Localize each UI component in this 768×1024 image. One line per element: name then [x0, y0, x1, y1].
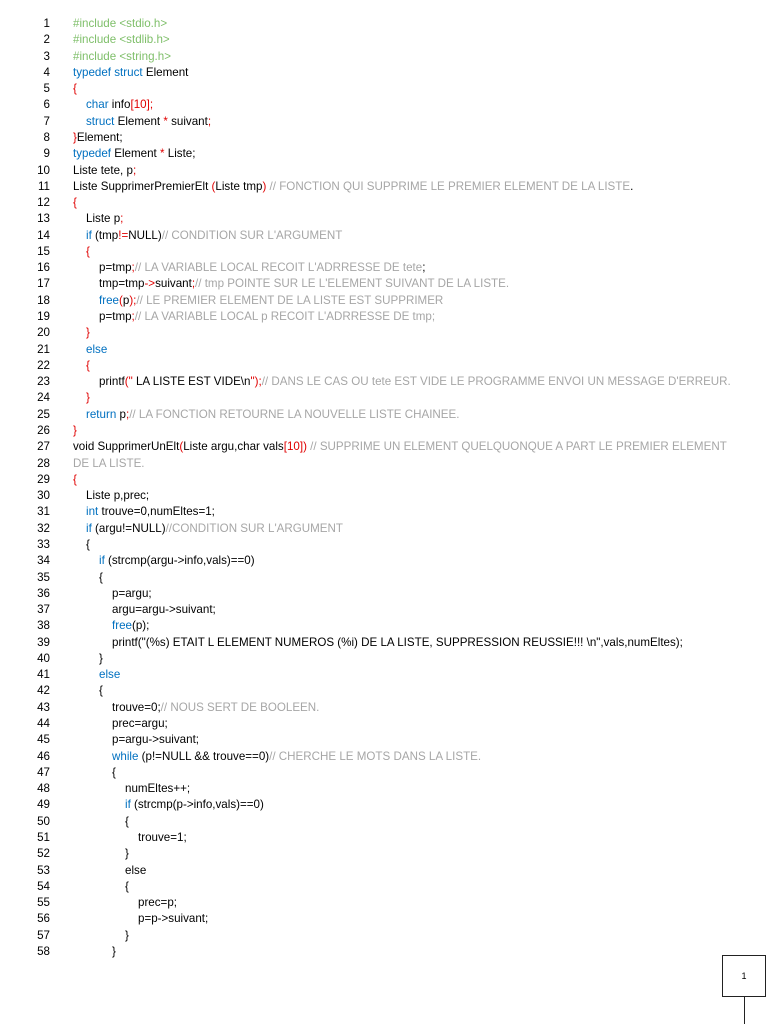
code-token: { [112, 765, 116, 779]
line-number: 17 [37, 277, 50, 291]
code-line [0, 439, 768, 455]
code-line [0, 16, 768, 32]
code-token: ( [211, 179, 216, 193]
code-token: suivant [167, 114, 208, 128]
code-token: else [86, 342, 108, 356]
code-token: Liste p [86, 212, 121, 226]
code-line [0, 456, 768, 472]
code-token: NULL) [128, 228, 162, 242]
line-number: 58 [37, 944, 50, 958]
code-line [0, 65, 768, 81]
code-token: typedef [73, 147, 112, 161]
code-token: free [99, 293, 119, 307]
code-token: p=tmp [99, 310, 132, 324]
line-number: 52 [37, 847, 50, 861]
code-line [0, 309, 768, 325]
code-token: Liste argu,char vals [183, 440, 284, 454]
code-token: // DANS LE CAS OU tete EST VIDE LE PROGRAMME ENVOI UN MESSAGE D'ERREUR. [261, 375, 731, 389]
code-token: Liste tete, p [73, 163, 133, 177]
code-line [0, 504, 768, 520]
code-text [125, 781, 190, 797]
code-token: LA LISTE EST VIDE\n [132, 375, 251, 389]
line-number: 26 [37, 424, 50, 437]
code-token: prec=argu; [112, 717, 168, 731]
code-token: trouve=0; [112, 700, 161, 714]
code-line [0, 390, 768, 406]
code-line [0, 683, 768, 699]
code-token: // tmp POINTE SUR LE L'ELEMENT SUIVANT DE LA LISTE. [195, 277, 510, 291]
line-number: 43 [37, 700, 50, 714]
code-line [0, 651, 768, 667]
code-line [0, 146, 768, 162]
code-text [86, 504, 215, 520]
code-token: trouve=0,numEltes=1; [98, 505, 215, 519]
code-line [0, 276, 768, 292]
code-token: [10]; [130, 98, 154, 112]
line-number: 6 [43, 98, 50, 112]
code-token: } [73, 424, 77, 437]
code-token: if [125, 798, 131, 812]
code-text [125, 814, 129, 830]
code-text [138, 830, 187, 846]
code-token: ; [131, 261, 135, 275]
code-text [112, 944, 116, 960]
code-line [0, 895, 768, 911]
code-token: ); [129, 293, 137, 307]
code-text [73, 130, 123, 146]
code-token: while [112, 749, 139, 763]
line-number: 44 [37, 717, 50, 731]
line-number: 47 [37, 765, 50, 779]
code-line [0, 97, 768, 113]
code-text [125, 879, 129, 895]
page-number-box [722, 955, 766, 997]
code-token: [10]) [283, 440, 307, 454]
code-token: { [73, 82, 77, 96]
line-number: 19 [37, 310, 50, 324]
code-text [112, 618, 149, 634]
code-text [73, 163, 136, 179]
code-text [138, 911, 208, 927]
code-text [86, 358, 90, 374]
code-line [0, 814, 768, 830]
code-token: printf [99, 375, 125, 389]
code-token: p=argu->suivant; [112, 733, 200, 747]
code-token: // NOUS SERT DE BOOLEEN. [160, 700, 320, 714]
code-token: Element [142, 65, 189, 79]
code-line [0, 944, 768, 960]
code-line [0, 488, 768, 504]
line-number: 27 [37, 440, 50, 454]
code-text [112, 635, 683, 651]
line-number: 50 [37, 814, 50, 828]
code-text [73, 16, 167, 32]
code-text [99, 667, 120, 683]
code-text [86, 325, 90, 341]
line-number: 51 [37, 831, 50, 844]
code-token: p [122, 293, 130, 307]
code-token: // LA VARIABLE LOCAL RECOIT L'ADRRESSE DE tete [134, 261, 423, 275]
code-token: . [630, 179, 634, 193]
code-token: else [125, 863, 147, 877]
code-line [0, 749, 768, 765]
code-text [112, 602, 216, 618]
code-token: #include <stdlib.h> [73, 33, 170, 47]
line-number: 34 [37, 554, 50, 568]
code-line [0, 130, 768, 146]
line-number: 39 [37, 635, 50, 649]
code-line [0, 32, 768, 48]
code-text [99, 683, 103, 699]
code-line [0, 879, 768, 895]
code-token: argu=argu->suivant; [112, 603, 216, 617]
code-token: printf("(%s) ETAIT L ELEMENT NUMEROS (%i) DE LA LISTE, SUPPRESSION REUSSIE!!! \n",vals,numEltes); [112, 635, 683, 649]
code-token: -> [144, 277, 156, 291]
line-number: 30 [37, 489, 50, 503]
code-token: ( [179, 440, 184, 454]
line-number: 45 [37, 733, 50, 747]
code-line [0, 293, 768, 309]
line-number: 37 [37, 603, 50, 617]
code-token: typedef struct [73, 65, 143, 79]
code-text [99, 276, 509, 292]
code-line [0, 195, 768, 211]
code-token: #include <stdio.h> [73, 17, 168, 30]
code-text [99, 309, 435, 325]
code-text [86, 228, 342, 244]
code-line [0, 781, 768, 797]
line-number: 4 [43, 65, 50, 79]
line-number: 9 [43, 147, 50, 161]
code-token: info [108, 98, 131, 112]
line-number: 29 [37, 472, 50, 486]
code-line [0, 570, 768, 586]
code-token: numEltes++; [125, 782, 191, 796]
code-text [112, 749, 481, 765]
code-token: // CHERCHE LE MOTS DANS LA LISTE. [269, 749, 482, 763]
code-text [86, 537, 90, 553]
code-text [73, 195, 77, 211]
code-text [86, 97, 153, 113]
code-token: int [86, 505, 99, 519]
line-number: 55 [37, 896, 50, 910]
code-token: trouve=1; [138, 831, 187, 844]
code-line [0, 423, 768, 439]
code-text [73, 423, 77, 439]
code-text [86, 521, 343, 537]
code-token: if [86, 521, 92, 535]
code-text [99, 293, 443, 309]
code-text [112, 716, 168, 732]
code-line [0, 846, 768, 862]
code-line [0, 49, 768, 65]
code-text [73, 65, 188, 81]
code-token: // CONDITION SUR L'ARGUMENT [161, 228, 343, 242]
code-token: ; [120, 212, 124, 226]
line-number: 36 [37, 586, 50, 600]
code-text [112, 586, 152, 602]
code-line [0, 407, 768, 423]
code-token: suivant [155, 277, 192, 291]
code-token: { [99, 684, 103, 698]
code-token: * [163, 114, 168, 128]
code-token: // LA FONCTION RETOURNE LA NOUVELLE LISTE CHAINEE. [129, 407, 460, 421]
code-token: } [73, 130, 77, 144]
code-token: { [125, 814, 129, 828]
code-line [0, 830, 768, 846]
line-number: 16 [37, 261, 50, 275]
code-token: Liste p,prec; [86, 489, 150, 503]
line-number: 32 [37, 521, 50, 535]
line-number: 15 [37, 244, 50, 258]
code-token: return [86, 407, 117, 421]
line-number: 31 [37, 505, 50, 519]
code-text [99, 260, 425, 276]
line-number: 56 [37, 912, 50, 926]
code-line [0, 163, 768, 179]
code-text [86, 244, 90, 260]
code-text [99, 374, 731, 390]
code-token: p [116, 407, 126, 421]
line-number: 1 [43, 17, 50, 30]
code-token: { [73, 196, 77, 210]
code-text [86, 407, 460, 423]
code-line [0, 635, 768, 651]
code-token: { [73, 472, 77, 486]
code-token: } [125, 847, 129, 861]
code-token: void SupprimerUnElt [73, 440, 180, 454]
code-text [86, 211, 123, 227]
code-token: ; [125, 407, 130, 421]
code-line [0, 911, 768, 927]
code-token: DE LA LISTE. [73, 456, 145, 470]
code-line [0, 667, 768, 683]
code-token: //CONDITION SUR L'ARGUMENT [165, 521, 343, 535]
code-token: { [86, 358, 90, 372]
line-number: 42 [37, 684, 50, 698]
code-line [0, 260, 768, 276]
code-line [0, 716, 768, 732]
code-token: { [86, 244, 90, 258]
code-line [0, 586, 768, 602]
code-text [99, 553, 255, 569]
code-token: (" [124, 375, 133, 389]
code-line [0, 81, 768, 97]
code-line [0, 521, 768, 537]
line-number: 57 [37, 928, 50, 942]
code-token: char [86, 98, 109, 112]
code-line [0, 114, 768, 130]
code-line [0, 472, 768, 488]
code-token: struct [86, 114, 115, 128]
code-token: (argu!=NULL) [91, 521, 166, 535]
code-text [73, 49, 171, 65]
code-text [125, 863, 146, 879]
code-line [0, 179, 768, 195]
code-token: // LA VARIABLE LOCAL p RECOIT L'ADRRESSE DE tmp; [134, 310, 436, 324]
code-text [99, 651, 103, 667]
line-number: 22 [37, 358, 50, 372]
line-number: 12 [37, 196, 50, 210]
line-number: 3 [43, 49, 50, 63]
line-number: 20 [37, 326, 50, 340]
code-token: Liste tmp [215, 179, 263, 193]
line-number: 40 [37, 651, 50, 665]
code-token: ( [118, 293, 123, 307]
code-token: * [160, 147, 165, 161]
code-line [0, 602, 768, 618]
code-text [86, 342, 107, 358]
code-text [73, 32, 170, 48]
code-token: p=tmp [99, 261, 132, 275]
code-line [0, 765, 768, 781]
line-number: 49 [37, 798, 50, 812]
code-token: ; [422, 261, 426, 275]
code-line [0, 358, 768, 374]
code-token: Element [111, 147, 161, 161]
code-token: ) [262, 179, 267, 193]
code-token: (tmp [91, 228, 119, 242]
code-text [138, 895, 177, 911]
code-text [86, 488, 149, 504]
code-line [0, 325, 768, 341]
code-line [0, 244, 768, 260]
code-token: { [99, 570, 103, 584]
code-token: != [118, 228, 129, 242]
line-number: 28 [37, 456, 50, 470]
code-token: } [86, 391, 90, 405]
code-token: tmp=tmp [99, 277, 145, 291]
code-line [0, 342, 768, 358]
code-text [86, 114, 211, 130]
code-token: // FONCTION QUI SUPPRIME LE PREMIER ELEMENT DE LA LISTE [266, 179, 631, 193]
code-line [0, 863, 768, 879]
code-token: #include <string.h> [73, 49, 171, 63]
line-number: 8 [43, 130, 50, 144]
code-line [0, 374, 768, 390]
code-text [73, 179, 633, 195]
code-token: prec=p; [138, 896, 177, 910]
line-number: 5 [43, 82, 50, 96]
code-text [112, 700, 319, 716]
code-text [73, 146, 195, 162]
code-token: } [99, 651, 103, 665]
code-text [99, 570, 103, 586]
line-number: 54 [37, 879, 50, 893]
line-number: 18 [37, 293, 50, 307]
code-text [73, 456, 145, 472]
code-token: (strcmp(argu->info,vals)==0) [104, 554, 255, 568]
code-token: ; [132, 163, 137, 177]
line-number: 53 [37, 863, 50, 877]
line-number: 2 [43, 33, 50, 47]
code-token: // SUPPRIME UN ELEMENT QUELQUONQUE A PART LE PREMIER ELEMENT [306, 440, 727, 454]
code-token: "); [250, 375, 262, 389]
code-line [0, 228, 768, 244]
code-line [0, 732, 768, 748]
code-token: else [99, 668, 121, 682]
code-text [112, 765, 116, 781]
code-token: } [125, 928, 129, 942]
code-token: { [125, 879, 129, 893]
page-number-connector [744, 997, 745, 1024]
line-number: 41 [37, 668, 50, 682]
code-line [0, 797, 768, 813]
code-token: (p!=NULL && trouve==0) [138, 749, 270, 763]
code-text [86, 390, 90, 406]
line-number: 7 [43, 114, 50, 128]
code-token: Liste SupprimerPremierElt [73, 179, 212, 193]
line-number: 24 [37, 391, 50, 405]
code-token: } [86, 326, 90, 340]
code-text [73, 472, 77, 488]
line-number: 10 [37, 163, 50, 177]
code-token: } [112, 944, 116, 958]
line-number: 21 [37, 342, 50, 356]
line-number: 11 [37, 179, 50, 193]
code-token: p=p->suivant; [138, 912, 209, 926]
code-text [125, 928, 129, 944]
code-token: if [86, 228, 92, 242]
line-number: 14 [37, 228, 50, 242]
code-text [112, 732, 199, 748]
code-token: { [86, 537, 90, 551]
line-number: 13 [37, 212, 50, 226]
code-line [0, 211, 768, 227]
code-text [73, 439, 727, 455]
code-line [0, 700, 768, 716]
line-number: 35 [37, 570, 50, 584]
code-token: p=argu; [112, 586, 152, 600]
code-token: (p); [131, 619, 150, 633]
line-number: 25 [37, 407, 50, 421]
code-line [0, 553, 768, 569]
line-number: 38 [37, 619, 50, 633]
code-token: (strcmp(p->info,vals)==0) [130, 798, 264, 812]
code-text [125, 797, 264, 813]
code-text [125, 846, 129, 862]
code-line [0, 537, 768, 553]
line-number: 46 [37, 749, 50, 763]
code-token: ; [191, 277, 196, 291]
code-line [0, 928, 768, 944]
line-number: 23 [37, 375, 50, 389]
code-token: Element [114, 114, 164, 128]
code-token: ; [131, 310, 135, 324]
page-number: 1 [741, 971, 747, 981]
code-token: Liste; [164, 147, 196, 161]
code-token: free [112, 619, 132, 633]
line-number: 33 [37, 537, 50, 551]
code-text [73, 81, 77, 97]
code-token: if [99, 554, 105, 568]
line-number: 48 [37, 782, 50, 796]
code-token: // LE PREMIER ELEMENT DE LA LISTE EST SUPPRIMER [136, 293, 444, 307]
code-line [0, 618, 768, 634]
code-token: ; [207, 114, 212, 128]
code-token: Element; [76, 130, 123, 144]
